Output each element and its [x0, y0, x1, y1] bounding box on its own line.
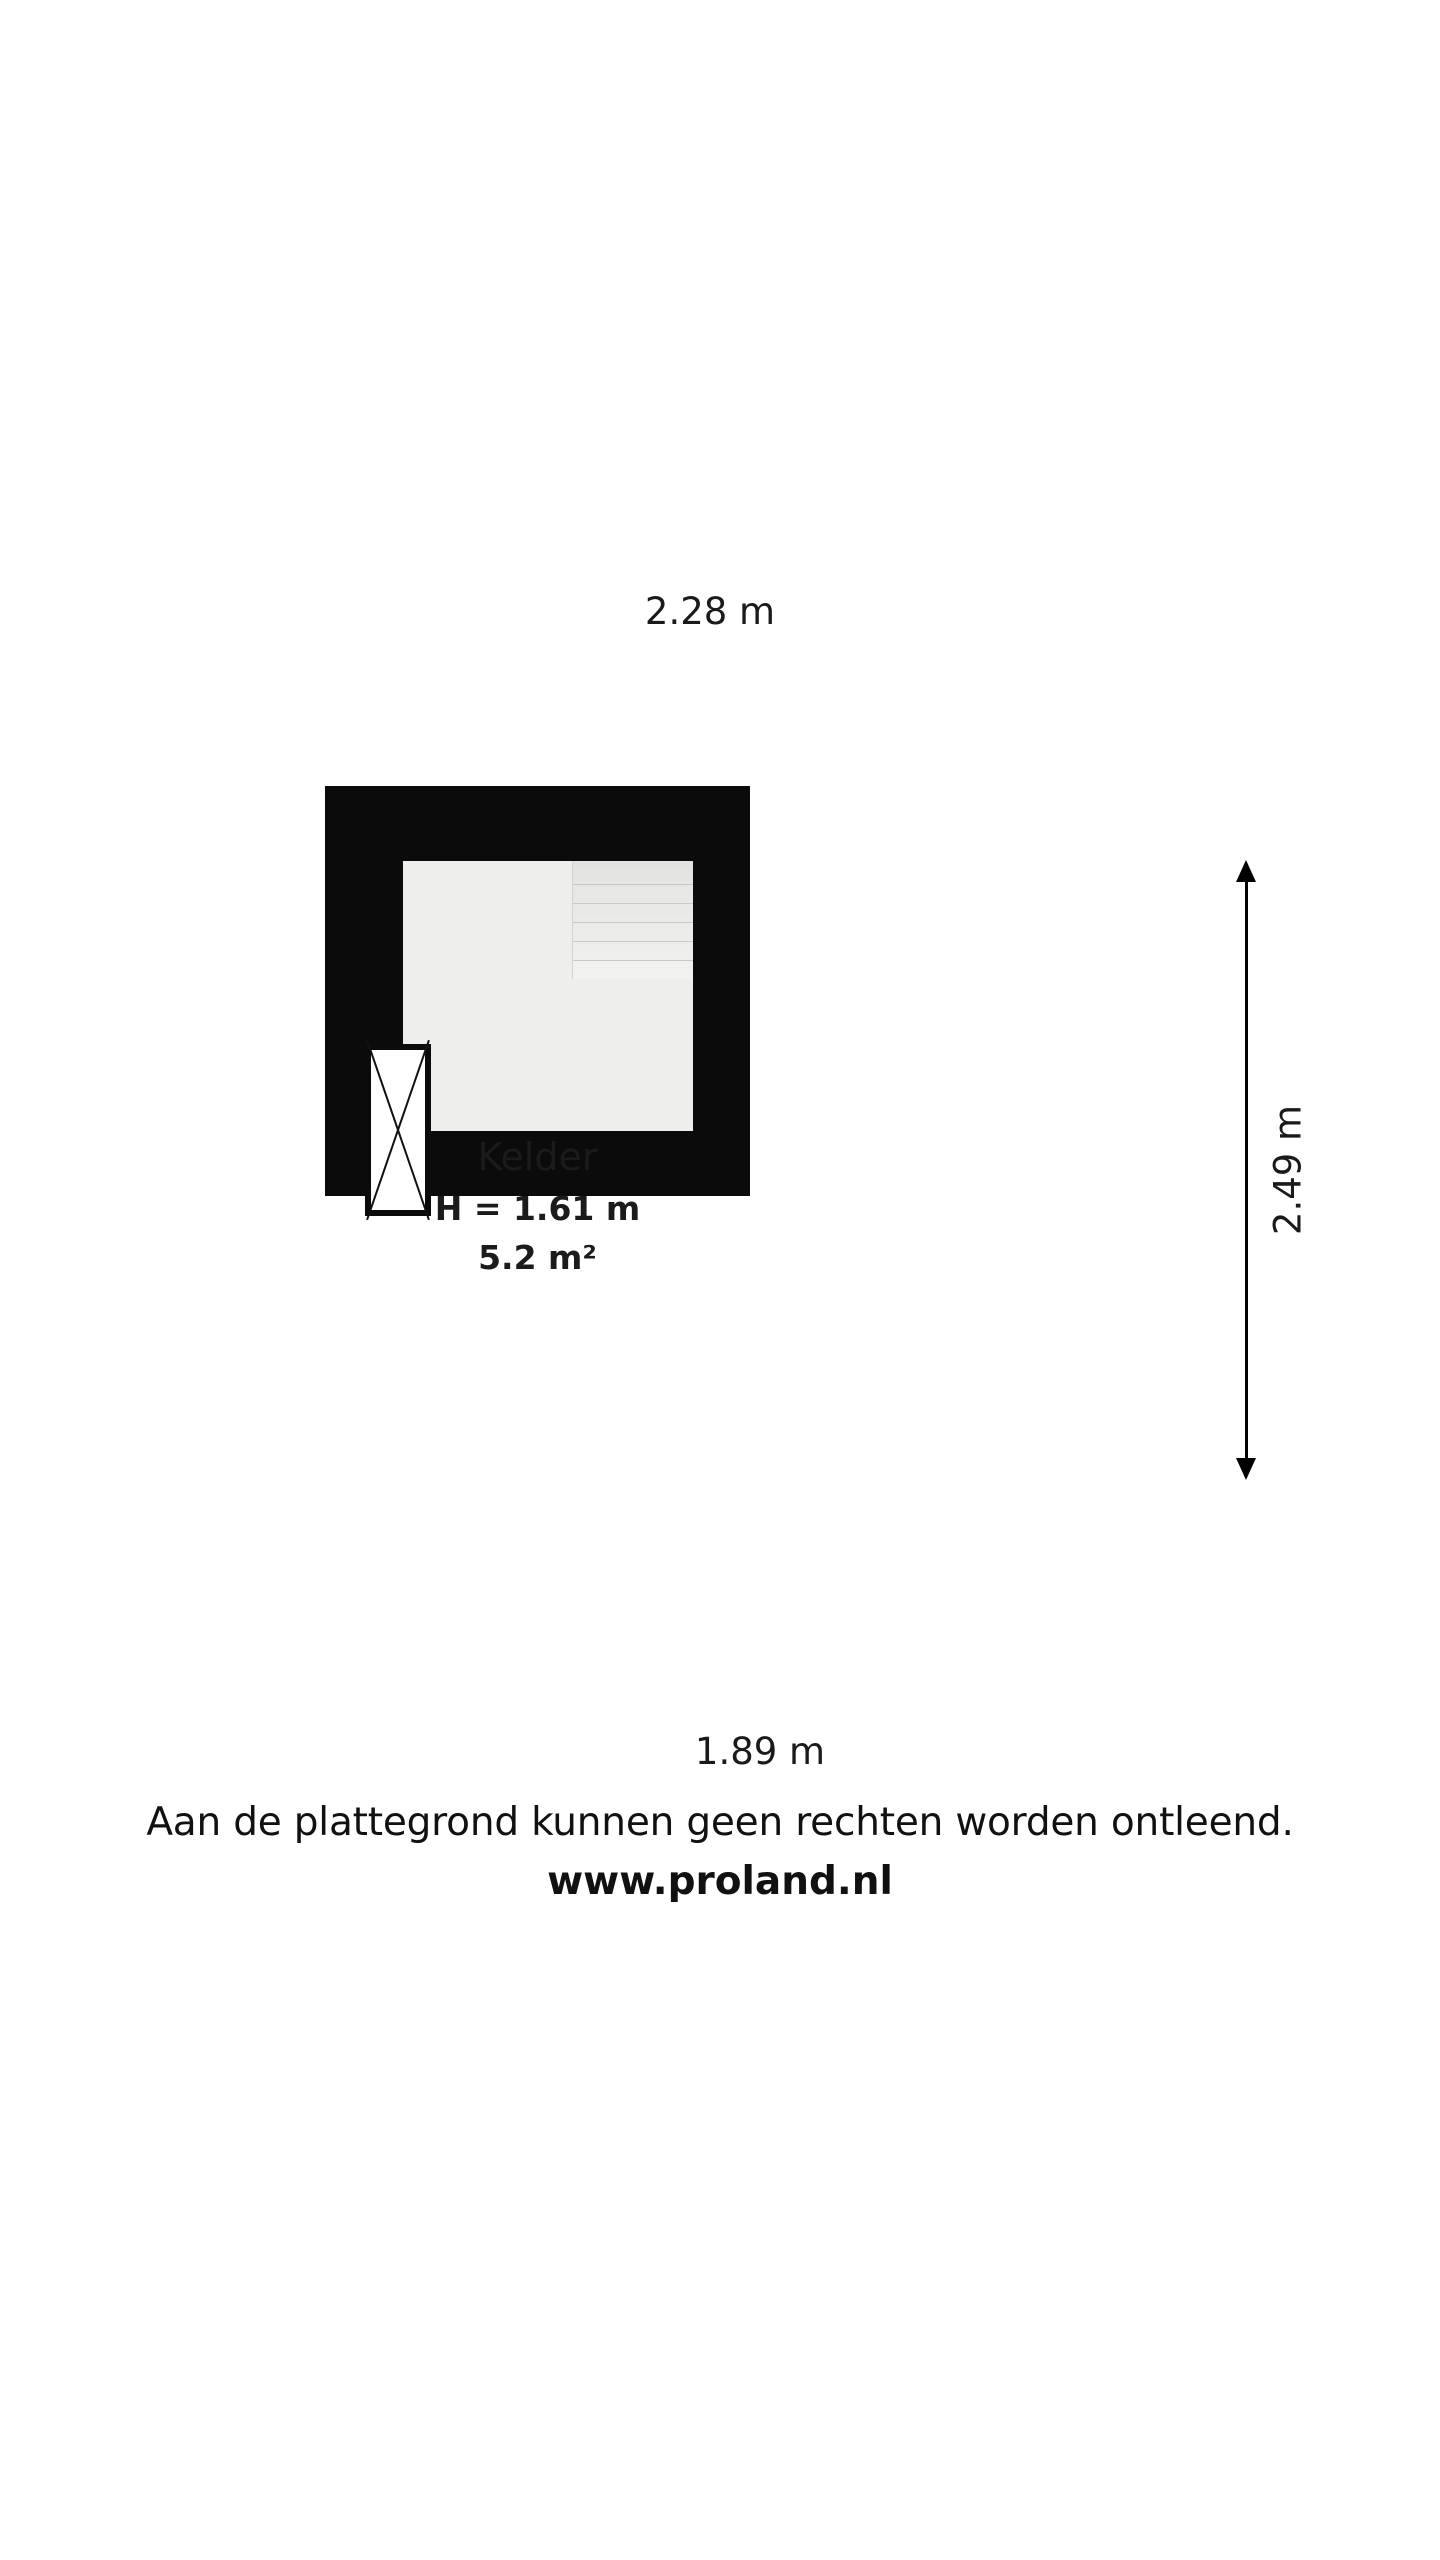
dimension-top-label [410, 590, 1010, 633]
room-height: H = 1.61 m [434, 1189, 641, 1228]
footer [0, 1800, 1440, 1904]
dimension-right-value: 2.49 m [1267, 1087, 1310, 1253]
dimension-right-arrow-down [1236, 1458, 1256, 1480]
door-opening-icon [365, 1044, 431, 1216]
dimension-top [410, 590, 1010, 650]
dimension-right-label [1267, 1087, 1310, 1253]
dimension-right [1215, 860, 1310, 1480]
room-floor-kelder [403, 861, 693, 1131]
dimension-bottom [510, 1730, 1010, 1790]
room-name: Kelder [477, 1135, 598, 1179]
dimension-bottom-label [510, 1730, 1010, 1773]
stairs-icon [572, 861, 693, 979]
dimension-top-value: 2.28 m [627, 590, 793, 633]
room-area: 5.2 m² [478, 1238, 597, 1277]
dimension-bottom-value: 1.89 m [677, 1730, 843, 1773]
footer-disclaimer: Aan de plattegrond kunnen geen rechten worden ontleend. [146, 1800, 1294, 1845]
building-walls [325, 786, 750, 1196]
dimension-right-line [1245, 878, 1248, 1462]
footer-url[interactable]: www.proland.nl [547, 1859, 893, 1904]
